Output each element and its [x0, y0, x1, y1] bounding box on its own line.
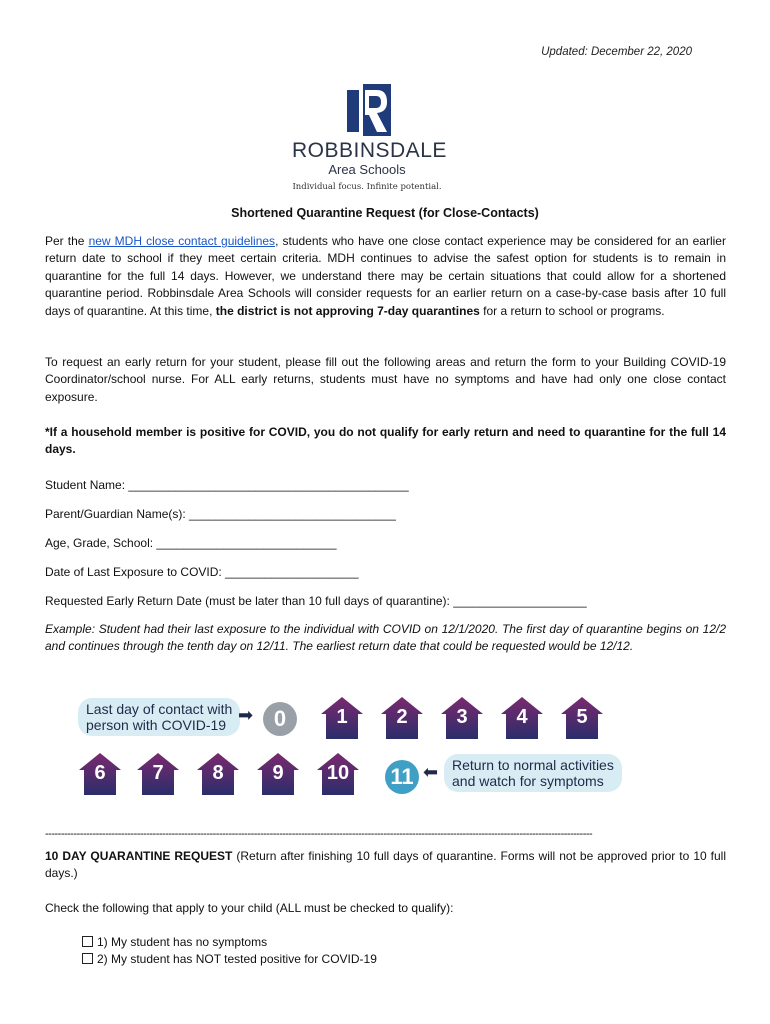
- end-label-line2: and watch for symptoms: [452, 773, 604, 789]
- day-3-house-icon: [440, 696, 484, 740]
- requested-return-date-field[interactable]: Requested Early Return Date (must be later than 10 full days of quarantine): ____________________: [45, 594, 587, 608]
- day-4-house-icon: [500, 696, 544, 740]
- household-note: *If a household member is positive for COVID, you do not qualify for early return and need to quarantine for the full 14 days.: [45, 425, 726, 457]
- day-number: 8: [212, 762, 224, 784]
- day-7-house-icon: [136, 752, 180, 796]
- check-label-1: 1) My student has no symptoms: [97, 935, 268, 949]
- logo-tagline: Individual focus. Infinite potential.: [292, 182, 442, 192]
- age-grade-school-field[interactable]: Age, Grade, School: ___________________________: [45, 536, 337, 550]
- day-number: 4: [516, 706, 528, 728]
- quarantine-timeline: [78, 688, 698, 808]
- robbinsdale-r-icon: [343, 84, 391, 136]
- updated-date: Updated: December 22, 2020: [541, 46, 692, 58]
- day-9-house-icon: [256, 752, 300, 796]
- arrow-left-icon: ⬅: [423, 762, 439, 782]
- last-exposure-date-field[interactable]: Date of Last Exposure to COVID: ____________________: [45, 565, 359, 579]
- mdh-guidelines-link[interactable]: new MDH close contact guidelines: [88, 234, 276, 248]
- intro-post: for a return to school or programs.: [479, 303, 665, 318]
- day-0-circle: 0: [263, 702, 297, 736]
- day-5-house-icon: [560, 696, 604, 740]
- check-label-2: 2) My student has NOT tested positive for COVID-19: [97, 952, 377, 966]
- day-8-house-icon: [196, 752, 240, 796]
- checkbox-no-symptoms[interactable]: [82, 935, 267, 949]
- request-paragraph: To request an early return for your student, please fill out the following areas and return the form to your Building COVID-19 Coordinator/school nurse. For ALL early returns, students must have no symptoms and have had only one close contact exposure.: [45, 355, 726, 404]
- section-heading-note: (Return after finishing 10 full days of quarantine. Forms will not be approved prior to 10 full days.): [45, 849, 727, 881]
- day-10-house-icon: [316, 752, 360, 796]
- logo-subtitle: Area Schools: [328, 162, 406, 177]
- section-divider: -----------------------------------------------------------------------------------------------------------------------------------------------------------------------------: [45, 828, 593, 840]
- day-number: 1: [336, 706, 348, 728]
- day-number: 10: [326, 762, 350, 784]
- return-day-circle: 11: [385, 760, 419, 794]
- intro-bold: the district is not approving 7-day quarantines: [215, 303, 480, 318]
- guardian-name-field[interactable]: Parent/Guardian Name(s): _______________________________: [45, 507, 396, 521]
- timeline-start-label: [78, 698, 240, 736]
- intro-pre: Per the: [45, 234, 89, 248]
- checkbox-icon[interactable]: [82, 936, 93, 947]
- district-logo: [292, 84, 447, 192]
- timeline-end-label: [444, 754, 622, 792]
- start-label-line2: person with COVID-19: [86, 717, 227, 733]
- end-label-line1: Return to normal activities: [452, 757, 614, 773]
- day-6-house-icon: [78, 752, 122, 796]
- day-number: 2: [396, 706, 408, 728]
- checkbox-not-positive[interactable]: [82, 952, 377, 966]
- day-number: 7: [152, 762, 164, 784]
- day-2-house-icon: [380, 696, 424, 740]
- day-number: 6: [94, 762, 106, 784]
- arrow-right-icon: ➡: [238, 705, 254, 725]
- start-label-line1: Last day of contact with: [86, 701, 233, 717]
- check-instruction: Check the following that apply to your child (ALL must be checked to qualify):: [45, 901, 454, 915]
- intro-mid: , students who have one close contact experience may be considered for an earlier return date to school if they meet certain criteria. MDH continues to advise the safest option for students is to remain in quarantine for the full 14 days. However, we understand there may be certain situations that could allow for a shortened quarantine period. Robbinsdale Area Schools will consider requests for an earlier return on a case-by-case basis after 10 full days of quarantine. At this time,: [45, 234, 726, 318]
- quarantine-request-heading: [45, 848, 726, 883]
- checkbox-icon[interactable]: [82, 953, 93, 964]
- day-number: 3: [456, 706, 468, 728]
- day-1-house-icon: [320, 696, 364, 740]
- page-title: Shortened Quarantine Request (for Close-Contacts): [231, 206, 539, 220]
- day-number: 5: [576, 706, 588, 728]
- student-name-field[interactable]: Student Name: __________________________________________: [45, 478, 409, 492]
- intro-paragraph: [45, 233, 726, 320]
- logo-brand: ROBBINSDALE: [292, 139, 447, 162]
- section-heading: 10 DAY QUARANTINE REQUEST: [45, 849, 233, 863]
- day-number: 9: [272, 762, 284, 784]
- example-text: Example: Student had their last exposure to the individual with COVID on 12/1/2020. The first day of quarantine begins on 12/2 and continues through the tenth day on 12/11. The earliest return date that could be requested would be 12/12.: [45, 622, 726, 654]
